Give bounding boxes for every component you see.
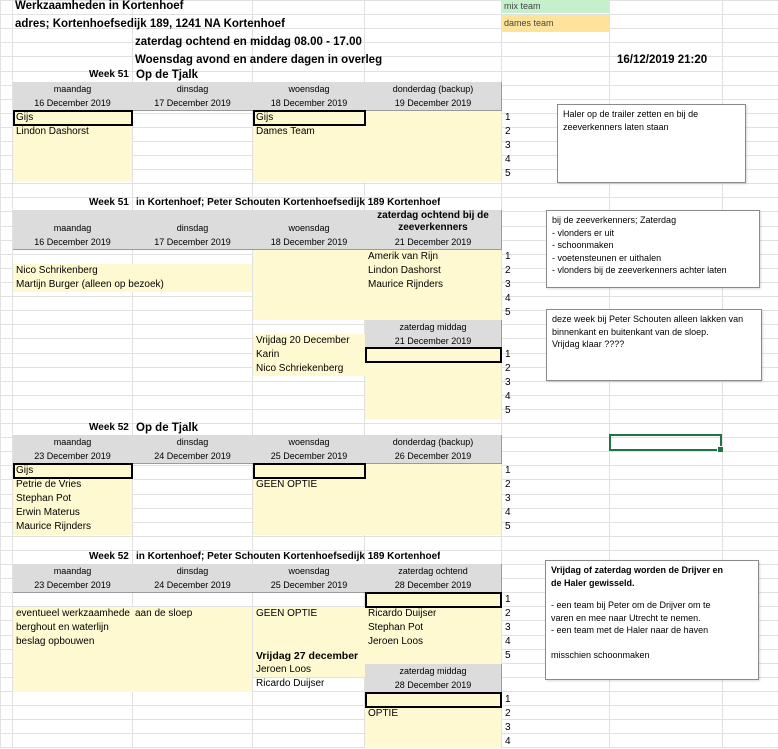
s4-m2[interactable]: 2 — [505, 708, 511, 719]
s3-wed2[interactable]: GEEN OPTIE — [256, 479, 318, 490]
s4-col3-day[interactable]: woensdag — [288, 566, 330, 576]
s1-col2-date[interactable]: 17 December 2019 — [154, 98, 231, 108]
s2-note-b-line1: deze week bij Peter Schouten alleen lakken van — [552, 314, 744, 324]
s2-col4-day-line2[interactable]: zeeverkenners — [398, 222, 468, 233]
s4-note-line3: - een team met de Haler naar de haven — [551, 625, 709, 635]
s4-n1[interactable]: 1 — [505, 594, 511, 605]
s1-col4-date[interactable]: 19 December 2019 — [394, 98, 472, 108]
s2-mon2[interactable]: Nico Schrikenberg — [16, 265, 98, 276]
s2-note-box-b[interactable] — [546, 309, 762, 381]
s2-col3-date[interactable]: 18 December 2019 — [270, 237, 348, 247]
s1-col2-day[interactable]: dinsdag — [176, 84, 209, 94]
s2-note-a-line2: - vlonders er uit — [552, 227, 615, 238]
s2-col3-day[interactable]: woensdag — [288, 223, 330, 233]
s3-mon5[interactable]: Maurice Rijnders — [16, 521, 92, 532]
s3-col2-date[interactable]: 24 December 2019 — [154, 451, 231, 461]
s1-mon1[interactable]: Gijs — [16, 112, 34, 123]
section3-week[interactable]: Week 52 — [89, 422, 129, 433]
s2-sat2[interactable]: Lindon Dashorst — [368, 265, 441, 276]
s2-n1[interactable]: 1 — [505, 251, 511, 262]
s1-col1-day[interactable]: maandag — [53, 84, 92, 94]
s3-n4[interactable]: 4 — [505, 507, 511, 518]
s4-mon2[interactable]: eventueel werkzaamhede — [16, 608, 130, 619]
s2-m2[interactable]: 2 — [505, 363, 511, 374]
legend-mix-label: mix team — [504, 1, 541, 11]
s2-n2[interactable]: 2 — [505, 265, 511, 276]
section4-place[interactable]: in Kortenhoef; Peter Schouten Kortenhoefsedijk 189 Kortenhoef — [136, 551, 441, 562]
s2-m3[interactable]: 3 — [505, 377, 511, 388]
s4-note-spacer — [551, 589, 753, 599]
section2-place[interactable]: in Kortenhoef; Peter Schouten Kortenhoefsedijk 189 Kortenhoef — [136, 197, 441, 208]
legend-dames-label: dames team — [504, 18, 554, 28]
s2-note-a-line4: - voetensteunen er uithalen — [552, 252, 662, 263]
s1-note-box[interactable] — [557, 104, 746, 183]
s4-satpm2[interactable]: OPTIE — [368, 708, 399, 719]
section2-week[interactable]: Week 51 — [89, 197, 129, 208]
s3-mon3[interactable]: Stephan Pot — [16, 493, 72, 504]
s2-sub-day[interactable]: zaterdag middag — [399, 322, 467, 332]
s4-col1-day[interactable]: maandag — [53, 566, 92, 576]
s1-wed1-border — [253, 110, 366, 126]
s3-col1-day[interactable]: maandag — [53, 437, 92, 447]
s4-sub-date[interactable]: 28 December 2019 — [394, 680, 472, 690]
section4-week[interactable]: Week 52 — [89, 551, 129, 562]
s3-wed1-border — [253, 463, 366, 479]
s4-col4-day[interactable]: zaterdag ochtend — [398, 566, 468, 576]
s4-tue2[interactable]: aan de sloep — [135, 608, 193, 619]
s2-sat1[interactable]: Amerik van Rijn — [368, 251, 439, 262]
s4-note-line4 — [551, 637, 753, 649]
s3-col4-day[interactable]: donderdag (backup) — [392, 437, 474, 447]
s3-thursday-fill — [365, 464, 501, 535]
s3-col3-day[interactable]: woensdag — [288, 437, 330, 447]
s3-n1[interactable]: 1 — [505, 465, 511, 476]
s1-wed2[interactable]: Dames Team — [256, 126, 315, 137]
s2-fri1[interactable]: Karin — [256, 349, 280, 360]
s3-n5[interactable]: 5 — [505, 521, 511, 532]
s3-mon4[interactable]: Erwin Materus — [16, 507, 80, 518]
s4-n5[interactable]: 5 — [505, 650, 511, 661]
s1-n5[interactable]: 5 — [505, 168, 511, 179]
s4-sat3[interactable]: Stephan Pot — [368, 622, 424, 633]
s4-mon4[interactable]: beslag opbouwen — [16, 636, 95, 647]
s1-col3-day[interactable]: woensdag — [288, 84, 330, 94]
s2-n3[interactable]: 3 — [505, 279, 511, 290]
s2-note-box-a[interactable] — [546, 210, 760, 288]
s3-mon1-border — [13, 463, 133, 479]
s1-wed1[interactable]: Gijs — [256, 112, 274, 123]
section1-place[interactable]: Op de Tjalk — [136, 69, 198, 81]
s2-note-a-line5: - vlonders bij de zeeverkenners achter laten — [552, 265, 727, 275]
s1-n2[interactable]: 2 — [505, 126, 511, 137]
s4-col2-day[interactable]: dinsdag — [176, 566, 209, 576]
s1-n4[interactable]: 4 — [505, 154, 511, 165]
s4-n2[interactable]: 2 — [505, 608, 511, 619]
s1-col4-day[interactable]: donderdag (backup) — [392, 84, 474, 94]
section3-place[interactable]: Op de Tjalk — [136, 422, 198, 434]
s4-sat4[interactable]: Jeroen Loos — [368, 636, 424, 647]
s3-col1-date[interactable]: 23 December 2019 — [34, 451, 111, 461]
s2-fri2[interactable]: Nico Schriekenberg — [256, 363, 344, 374]
s4-wed2[interactable]: GEEN OPTIE — [256, 608, 318, 619]
s4-note-box[interactable] — [545, 560, 759, 680]
s1-mon2[interactable]: Lindon Dashorst — [16, 126, 89, 137]
s3-mon2[interactable]: Petrie de Vries — [16, 479, 82, 490]
s1-note-line2: zeeverkenners laten staan — [563, 121, 669, 132]
s2-wednesday-fill — [253, 250, 365, 320]
s4-col4-date[interactable]: 28 December 2019 — [394, 580, 472, 590]
s2-n4[interactable]: 4 — [505, 293, 511, 304]
s3-n3[interactable]: 3 — [505, 493, 511, 504]
s3-col4-date[interactable]: 26 December 2019 — [394, 451, 472, 461]
s2-m5[interactable]: 5 — [505, 405, 511, 416]
s4-m4[interactable]: 4 — [505, 736, 511, 747]
s4-col2-date[interactable]: 24 December 2019 — [154, 580, 231, 590]
s1-mon1-border — [13, 110, 133, 126]
s4-note-title1: Vrijdag of zaterdag worden de Drijver en — [551, 565, 724, 575]
s4-m3[interactable]: 3 — [505, 722, 511, 733]
s2-col4-day-line1[interactable]: zaterdag ochtend bij de — [377, 210, 489, 221]
s2-sub-date[interactable]: 21 December 2019 — [394, 336, 472, 346]
s4-fri2[interactable]: Ricardo Duijser — [256, 678, 325, 689]
s2-sat-pm1-border — [365, 347, 502, 363]
s1-thursday-fill — [365, 111, 501, 182]
s1-note-line1: Haler op de trailer zetten en bij de — [563, 109, 699, 119]
s1-n3[interactable]: 3 — [505, 140, 511, 151]
s2-col2-day[interactable]: dinsdag — [176, 223, 209, 233]
s3-col2-day[interactable]: dinsdag — [176, 437, 209, 447]
selected-cell[interactable] — [609, 434, 722, 451]
s1-n1[interactable]: 1 — [505, 112, 511, 123]
s4-mon3[interactable]: berghout en waterlijn — [16, 622, 109, 633]
s4-n4[interactable]: 4 — [505, 636, 511, 647]
s1-col3-date[interactable]: 18 December 2019 — [270, 98, 348, 108]
s4-n3[interactable]: 3 — [505, 622, 511, 633]
s3-n2[interactable]: 2 — [505, 479, 511, 490]
s2-note-b-line2: binnenkant en buitenkant van de sloep. — [552, 326, 709, 337]
s4-note-line5: misschien schoonmaken — [551, 649, 650, 660]
sheet-title[interactable]: Werkzaamheden in Kortenhoef — [15, 0, 184, 12]
s4-fri1[interactable]: Jeroen Loos — [256, 664, 312, 675]
s3-mon1[interactable]: Gijs — [16, 465, 34, 476]
s2-mon3[interactable]: Martijn Burger (alleen op bezoek) — [16, 279, 164, 290]
s4-sat1-border — [365, 592, 502, 608]
s4-sat2[interactable]: Ricardo Duijser — [368, 608, 437, 619]
s2-m4[interactable]: 4 — [505, 391, 511, 402]
s2-sat3[interactable]: Maurice Rijnders — [368, 279, 444, 290]
s4-col3-date[interactable]: 25 December 2019 — [270, 580, 348, 590]
s4-note-line1: - een team bij Peter om de Drijver om te — [551, 600, 711, 610]
s2-n5[interactable]: 5 — [505, 307, 511, 318]
section1-week[interactable]: Week 51 — [89, 69, 129, 80]
hours-text[interactable]: zaterdag ochtend en middag 08.00 - 17.00 — [135, 36, 362, 48]
s2-m1[interactable]: 1 — [505, 349, 511, 360]
address-text[interactable]: adres; Kortenhoefsedijk 189, 1241 NA Kortenhoef — [15, 18, 285, 30]
s1-col1-date[interactable]: 16 December 2019 — [34, 98, 111, 108]
s2-col2-date[interactable]: 17 December 2019 — [154, 237, 231, 247]
s4-m1[interactable]: 1 — [505, 694, 511, 705]
s4-sub-day[interactable]: zaterdag middag — [399, 666, 467, 676]
s2-col1-date[interactable]: 16 December 2019 — [34, 237, 111, 247]
wednesday-note[interactable]: Woensdag avond en andere dagen in overleg — [135, 54, 383, 66]
s4-friday-label[interactable]: Vrijdag 27 december — [256, 650, 359, 662]
s2-note-a-line3: - schoonmaken — [552, 240, 614, 250]
s2-note-a-line1: bij de zeeverkenners; Zaterdag — [552, 215, 677, 225]
s4-note-title2: de Haler gewisseld. — [551, 577, 635, 588]
s4-note-line2: varen en mee naar Utrecht te nemen. — [551, 612, 701, 623]
s3-col3-date[interactable]: 25 December 2019 — [270, 451, 348, 461]
s2-col1-day[interactable]: maandag — [53, 223, 92, 233]
s2-col4-date[interactable]: 21 December 2019 — [394, 237, 472, 247]
s2-note-b-line3: Vrijdag klaar ???? — [552, 339, 625, 349]
s4-sat-pm1-border — [365, 692, 502, 708]
s2-friday-label[interactable]: Vrijdag 20 December — [256, 335, 350, 346]
datetime-cell[interactable]: 16/12/2019 21:20 — [617, 54, 708, 66]
s4-col1-date[interactable]: 23 December 2019 — [34, 580, 111, 590]
